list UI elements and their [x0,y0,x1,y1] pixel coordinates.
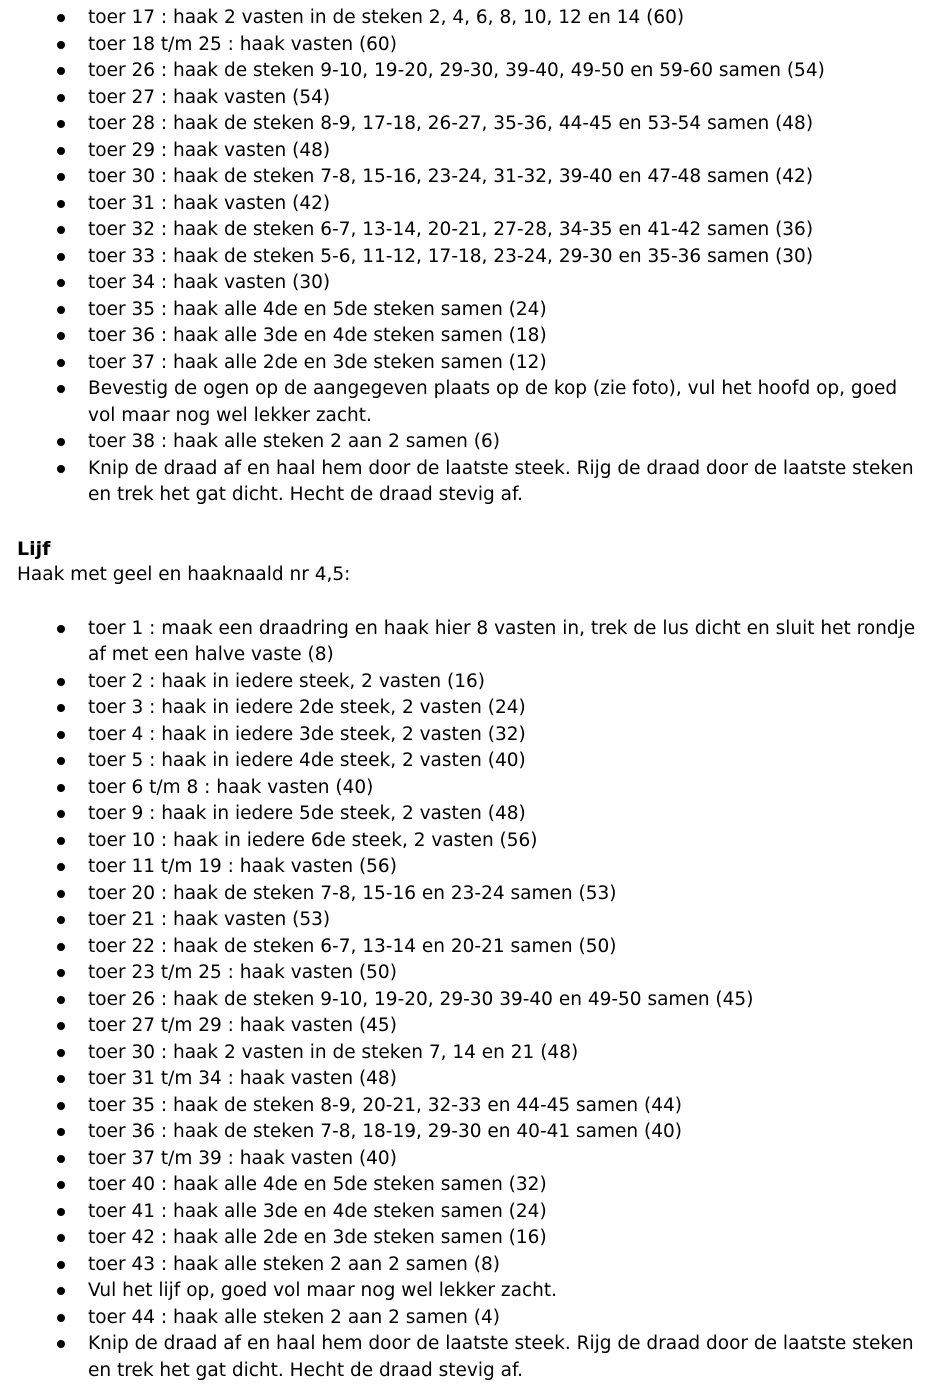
bullet-icon [57,1102,65,1110]
list-item-text: toer 32 : haak de steken 6-7, 13-14, 20-21, 27-28, 34-35 en 41-42 samen (36) [88,219,813,240]
list-item [0,456,943,509]
head-instructions-list [0,5,943,509]
list-item-text: toer 29 : haak vasten (48) [88,140,330,161]
list-item [0,58,943,85]
bullet-icon [57,625,65,633]
list-item-text: toer 6 t/m 8 : haak vasten (40) [88,777,373,798]
list-item [0,1066,943,1093]
list-item [0,960,943,987]
section-gap [0,589,943,616]
list-item-text: Knip de draad af en haal hem door de laatste steek. Rijg de draad door de laatste steken en trek het gat dicht. Hecht de draad stevig af. [88,458,914,506]
list-item-text: toer 27 : haak vasten (54) [88,87,330,108]
bullet-icon [57,810,65,818]
list-item-text: toer 35 : haak alle 4de en 5de steken samen (24) [88,299,547,320]
list-item-text: toer 37 t/m 39 : haak vasten (40) [88,1148,397,1169]
bullet-icon [57,678,65,686]
list-item [0,881,943,908]
list-item-text: toer 31 : haak vasten (42) [88,193,330,214]
bullet-icon [57,359,65,367]
list-item [0,111,943,138]
body-instructions-list [0,616,943,1384]
bullet-icon [57,1128,65,1136]
bullet-icon [57,200,65,208]
bullet-icon [57,969,65,977]
list-item-text: toer 42 : haak alle 2de en 3de steken samen (16) [88,1227,547,1248]
bullet-icon [57,306,65,314]
list-item-text: toer 40 : haak alle 4de en 5de steken samen (32) [88,1174,547,1195]
list-item-text: Bevestig de ogen op de aangegeven plaats op de kop (zie foto), vul het hoofd op, goed vol maar nog wel lekker zacht. [88,378,897,426]
bullet-icon [57,784,65,792]
list-item [0,1199,943,1226]
list-item [0,429,943,456]
bullet-icon [57,996,65,1004]
list-item [0,669,943,696]
list-item [0,616,943,669]
list-item [0,350,943,377]
bullet-icon [57,1155,65,1163]
bullet-icon [57,147,65,155]
list-item-text: toer 9 : haak in iedere 5de steek, 2 vasten (48) [88,803,526,824]
bullet-icon [57,1208,65,1216]
list-item [0,1119,943,1146]
bullet-icon [57,332,65,340]
list-item [0,907,943,934]
list-item [0,1146,943,1173]
bullet-icon [57,438,65,446]
bullet-icon [57,67,65,75]
bullet-icon [57,757,65,765]
list-item [0,748,943,775]
list-item-text: toer 30 : haak 2 vasten in de steken 7, 14 en 21 (48) [88,1042,578,1063]
list-item [0,801,943,828]
list-item [0,376,943,429]
list-item-text: toer 26 : haak de steken 9-10, 19-20, 29-30, 39-40, 49-50 en 59-60 samen (54) [88,60,825,81]
bullet-icon [57,173,65,181]
bullet-icon [57,1049,65,1057]
list-item-text: toer 22 : haak de steken 6-7, 13-14 en 20-21 samen (50) [88,936,617,957]
list-item-text: toer 43 : haak alle steken 2 aan 2 samen (8) [88,1254,500,1275]
document-page [0,5,943,1384]
list-item [0,1093,943,1120]
list-item [0,1040,943,1067]
list-item [0,854,943,881]
list-item-text: toer 34 : haak vasten (30) [88,272,330,293]
bullet-icon [57,837,65,845]
bullet-icon [57,1340,65,1348]
list-item [0,85,943,112]
bullet-icon [57,1287,65,1295]
list-item-text: toer 33 : haak de steken 5-6, 11-12, 17-18, 23-24, 29-30 en 35-36 samen (30) [88,246,813,267]
list-item [0,270,943,297]
list-item [0,1252,943,1279]
list-item-text: toer 36 : haak de steken 7-8, 18-19, 29-30 en 40-41 samen (40) [88,1121,682,1142]
bullet-icon [57,704,65,712]
section-intro: Haak met geel en haaknaald nr 4,5: [17,562,943,589]
list-item-text: toer 11 t/m 19 : haak vasten (56) [88,856,397,877]
list-item [0,1013,943,1040]
section-gap [0,509,943,536]
list-item [0,1305,943,1332]
list-item-text: toer 21 : haak vasten (53) [88,909,330,930]
list-item-text: toer 1 : maak een draadring en haak hier 8 vasten in, trek de lus dicht en sluit het rondje af met een halve vaste (8) [88,618,915,666]
list-item [0,828,943,855]
bullet-icon [57,385,65,393]
list-item-text: toer 23 t/m 25 : haak vasten (50) [88,962,397,983]
list-item [0,695,943,722]
list-item [0,987,943,1014]
list-item [0,191,943,218]
bullet-icon [57,279,65,287]
list-item-text: toer 20 : haak de steken 7-8, 15-16 en 23-24 samen (53) [88,883,617,904]
list-item [0,1225,943,1252]
list-item [0,1172,943,1199]
bullet-icon [57,1234,65,1242]
list-item-text: toer 26 : haak de steken 9-10, 19-20, 29-30 39-40 en 49-50 samen (45) [88,989,753,1010]
list-item-text: toer 4 : haak in iedere 3de steek, 2 vasten (32) [88,724,526,745]
list-item [0,5,943,32]
list-item [0,244,943,271]
section-heading: Lijf [17,536,943,563]
bullet-icon [57,1181,65,1189]
list-item-text: toer 27 t/m 29 : haak vasten (45) [88,1015,397,1036]
list-item-text: toer 44 : haak alle steken 2 aan 2 samen (4) [88,1307,500,1328]
list-item-text: Knip de draad af en haal hem door de laatste steek. Rijg de draad door de laatste steken en trek het gat dicht. Hecht de draad stevig af. [88,1333,914,1381]
bullet-icon [57,1022,65,1030]
list-item [0,722,943,749]
bullet-icon [57,863,65,871]
list-item [0,1331,943,1384]
list-item [0,323,943,350]
bullet-icon [57,226,65,234]
bullet-icon [57,916,65,924]
list-item-text: toer 37 : haak alle 2de en 3de steken samen (12) [88,352,547,373]
bullet-icon [57,253,65,261]
bullet-icon [57,943,65,951]
list-item-text: toer 35 : haak de steken 8-9, 20-21, 32-33 en 44-45 samen (44) [88,1095,682,1116]
list-item-text: toer 41 : haak alle 3de en 4de steken samen (24) [88,1201,547,1222]
list-item-text: toer 5 : haak in iedere 4de steek, 2 vasten (40) [88,750,526,771]
list-item-text: toer 31 t/m 34 : haak vasten (48) [88,1068,397,1089]
list-item [0,32,943,59]
list-item-text: toer 28 : haak de steken 8-9, 17-18, 26-27, 35-36, 44-45 en 53-54 samen (48) [88,113,813,134]
list-item-text: toer 18 t/m 25 : haak vasten (60) [88,34,397,55]
bullet-icon [57,731,65,739]
bullet-icon [57,94,65,102]
bullet-icon [57,1075,65,1083]
bullet-icon [57,120,65,128]
bullet-icon [57,1261,65,1269]
list-item-text: Vul het lijf op, goed vol maar nog wel lekker zacht. [88,1280,557,1301]
list-item [0,934,943,961]
bullet-icon [57,890,65,898]
list-item [0,1278,943,1305]
list-item [0,164,943,191]
bullet-icon [57,41,65,49]
list-item-text: toer 38 : haak alle steken 2 aan 2 samen (6) [88,431,500,452]
list-item-text: toer 10 : haak in iedere 6de steek, 2 vasten (56) [88,830,538,851]
list-item [0,775,943,802]
bullet-icon [57,1314,65,1322]
list-item-text: toer 17 : haak 2 vasten in de steken 2, 4, 6, 8, 10, 12 en 14 (60) [88,7,684,28]
bullet-icon [57,465,65,473]
list-item [0,138,943,165]
list-item-text: toer 3 : haak in iedere 2de steek, 2 vasten (24) [88,697,526,718]
bullet-icon [57,14,65,22]
list-item [0,297,943,324]
list-item-text: toer 30 : haak de steken 7-8, 15-16, 23-24, 31-32, 39-40 en 47-48 samen (42) [88,166,813,187]
list-item-text: toer 2 : haak in iedere steek, 2 vasten (16) [88,671,485,692]
list-item [0,217,943,244]
list-item-text: toer 36 : haak alle 3de en 4de steken samen (18) [88,325,547,346]
